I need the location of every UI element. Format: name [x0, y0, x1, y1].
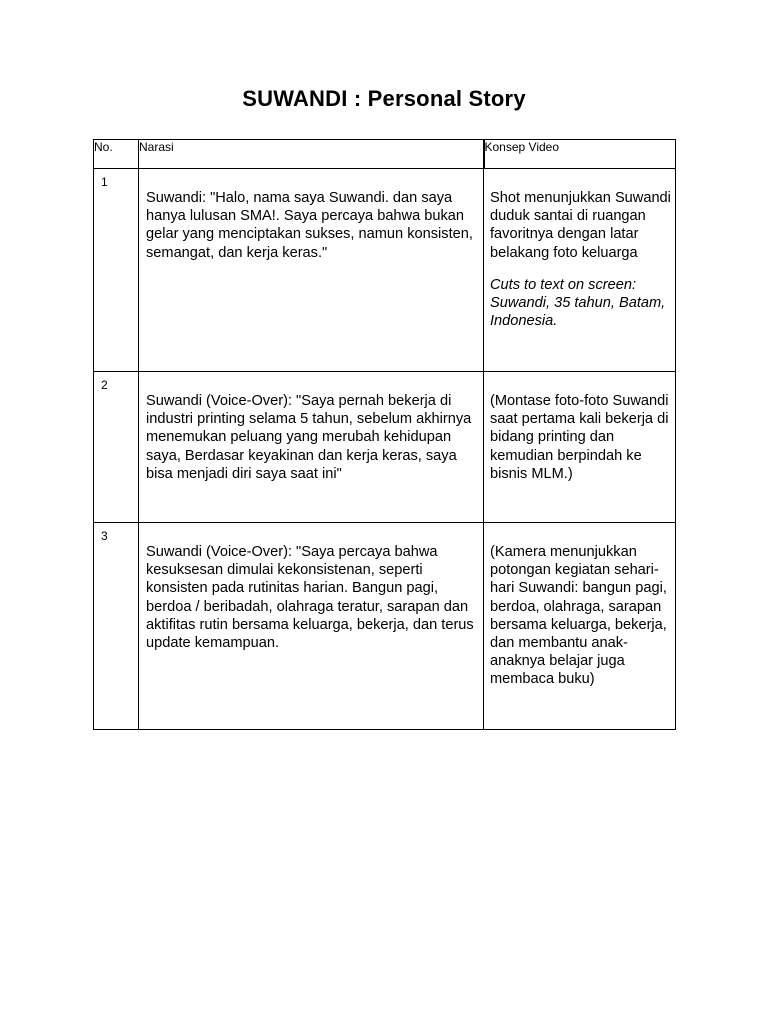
konsep-text: Shot menunjukkan Suwandi duduk santai di ruangan favoritnya dengan latar belakang foto keluarga [490, 190, 671, 261]
table-row [94, 523, 676, 730]
story-table [93, 139, 676, 730]
page-title: SUWANDI : Personal Story [242, 86, 526, 111]
header-konsep-video: Konsep Video [484, 140, 676, 169]
konsep-video-cell [484, 523, 676, 730]
row-number: 1 [94, 169, 139, 372]
narasi-cell: Suwandi (Voice-Over): "Saya pernah bekerja di industri printing selama 5 tahun, sebelum akhirnya menemukan peluang yang merubah kehidupan saya, Berdasar keyakinan dan kerja keras, saya bisa menjadi diri saya saat ini" [139, 372, 484, 523]
table-header-row [94, 140, 676, 169]
narasi-cell: Suwandi: "Halo, nama saya Suwandi. dan saya hanya lulusan SMA!. Saya percaya bahwa bukan gelar yang menciptakan sukses, namun konsisten, semangat, dan kerja keras." [139, 169, 484, 372]
row-number: 3 [94, 523, 139, 730]
narasi-cell: Suwandi (Voice-Over): "Saya percaya bahwa kesuksesan dimulai kekonsistenan, seperti konsisten pada rutinitas harian. Bangun pagi, berdoa / beribadah, olahraga teratur, sarapan dan aktifitas rutin bersama keluarga, bekerja, dan terus update kemampuan. [139, 523, 484, 730]
konsep-text: (Montase foto-foto Suwandi saat pertama kali bekerja di bidang printing dan kemudian berpindah ke bisnis MLM.) [490, 393, 669, 482]
konsep-note: Cuts to text on screen: Suwandi, 35 tahun, Batam, Indonesia. [490, 276, 666, 330]
table-row [94, 372, 676, 523]
konsep-video-cell [484, 372, 676, 523]
header-no: No. [94, 140, 139, 169]
table-row [94, 169, 676, 372]
konsep-video-cell [484, 169, 676, 372]
header-narasi: Narasi [139, 140, 484, 169]
row-number: 2 [94, 372, 139, 523]
konsep-text: (Kamera menunjukkan potongan kegiatan sehari-hari Suwandi: bangun pagi, berdoa, olahraga, sarapan bersama keluarga, bekerja, dan membantu anak-anaknya belajar juga membaca buku) [490, 544, 667, 688]
